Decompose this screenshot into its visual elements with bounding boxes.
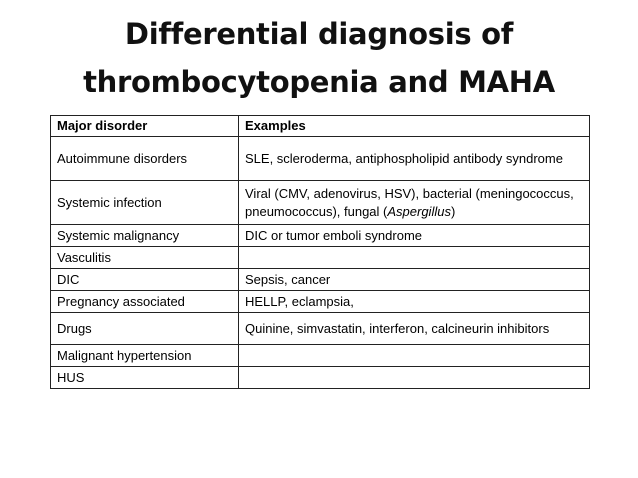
examples-cell: Quinine, simvastatin, interferon, calcineurin inhibitors	[239, 313, 590, 345]
disorder-cell: Malignant hypertension	[51, 345, 239, 367]
header-major-disorder: Major disorder	[51, 116, 239, 137]
disorder-cell: Systemic malignancy	[51, 225, 239, 247]
table-row	[51, 225, 590, 247]
disorder-cell: Pregnancy associated	[51, 291, 239, 313]
examples-italic-text: Aspergillus	[387, 203, 451, 219]
disorder-cell: DIC	[51, 269, 239, 291]
slide-title-line-1: Differential diagnosis of	[124, 17, 514, 51]
examples-cell	[239, 247, 590, 269]
examples-cell: SLE, scleroderma, antiphospholipid antibody syndrome	[239, 137, 590, 181]
examples-text: Viral (CMV, adenovirus, HSV), bacterial (meningococcus, pneumococcus), fungal (	[245, 185, 574, 219]
slide-title-line-2: thrombocytopenia and MAHA	[83, 65, 555, 99]
table-row	[51, 181, 590, 225]
examples-cell	[239, 367, 590, 389]
header-examples: Examples	[239, 116, 590, 137]
disorder-cell: Autoimmune disorders	[51, 137, 239, 181]
table-row	[51, 291, 590, 313]
examples-cell: HELLP, eclampsia,	[239, 291, 590, 313]
table-row	[51, 247, 590, 269]
table-row	[51, 367, 590, 389]
disorder-cell: Systemic infection	[51, 181, 239, 225]
disorder-cell: HUS	[51, 367, 239, 389]
examples-cell: DIC or tumor emboli syndrome	[239, 225, 590, 247]
examples-cell	[239, 181, 590, 225]
disorder-cell: Drugs	[51, 313, 239, 345]
table-row	[51, 137, 590, 181]
examples-cell	[239, 345, 590, 367]
table-row	[51, 269, 590, 291]
examples-text-end: )	[450, 203, 456, 219]
table-row	[51, 345, 590, 367]
table-header-row	[51, 116, 590, 137]
slide-title	[0, 10, 638, 106]
disorder-cell: Vasculitis	[51, 247, 239, 269]
table-row	[51, 313, 590, 345]
differential-diagnosis-table	[50, 115, 590, 389]
examples-cell: Sepsis, cancer	[239, 269, 590, 291]
